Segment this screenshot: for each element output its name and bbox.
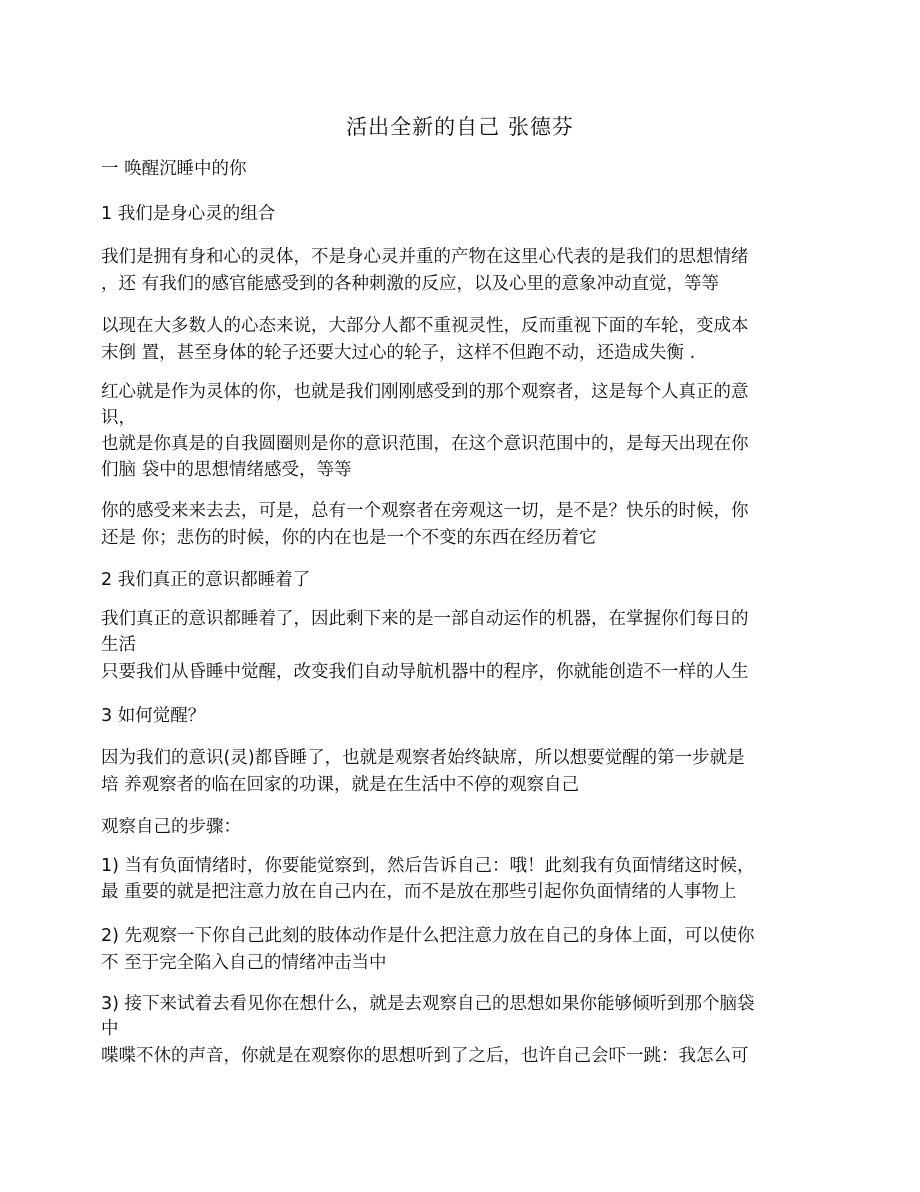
document-title: 活出全新的自己 张德芬 bbox=[346, 115, 574, 139]
subsection-heading: 2 我们真正的意识都睡着了 bbox=[101, 570, 311, 590]
list-item-line: 中 bbox=[101, 1019, 119, 1039]
list-item-line: 1) 当有负面情绪时，你要能觉察到，然后告诉自己：哦！此刻我有负面情绪这时候， bbox=[101, 856, 755, 876]
paragraph-line: 生活 bbox=[101, 635, 136, 655]
list-item-line: 不 至于完全陷入自己的情绪冲击当中 bbox=[101, 953, 387, 973]
list-item-line: 2) 先观察一下你自己此刻的肢体动作是什么把注意力放在自己的身体上面，可以使你 bbox=[101, 926, 755, 946]
paragraph-line: 还是 你；悲伤的时候，你的内在也是一个不变的东西在经历着它 bbox=[101, 528, 597, 548]
paragraph-line: 识， bbox=[101, 408, 136, 428]
list-item-line: 3) 接下来试着去看见你在想什么，就是去观察自己的思想如果你能够倾听到那个脑袋 bbox=[101, 994, 755, 1014]
paragraph-line: 只要我们从昏睡中觉醒，改变我们自动导航机器中的程序，你就能创造不一样的人生 bbox=[101, 662, 749, 682]
paragraph-line: 观察自己的步骤： bbox=[101, 817, 241, 837]
paragraph-line: 我们是拥有身和心的灵体，不是身心灵并重的产物在这里心代表的是我们的思想情绪 bbox=[101, 247, 749, 267]
paragraph-line: 因为我们的意识(灵)都昏睡了，也就是观察者始终缺席，所以想要觉醒的第一步就是 bbox=[101, 748, 745, 768]
list-item-line: 最 重要的就是把注意力放在自己内在，而不是放在那些引起你负面情绪的人事物上 bbox=[101, 882, 737, 902]
paragraph-line: ，还 有我们的感官能感受到的各种刺激的反应，以及心里的意象冲动直觉，等等 bbox=[101, 274, 720, 294]
paragraph-line: 你的感受来来去去，可是，总有一个观察者在旁观这一切，是不是？快乐的时候，你 bbox=[101, 501, 749, 521]
paragraph-line: 红心就是作为灵体的你，也就是我们刚刚感受到的那个观察者，这是每个人真正的意 bbox=[101, 382, 749, 402]
paragraph-line: 也就是你真是的自我圆圈则是你的意识范围，在这个意识范围中的，是每天出现在你 bbox=[101, 434, 749, 454]
list-item-line: 喋喋不休的声音，你就是在观察你的思想听到了之后，也许自己会吓一跳：我怎么可 bbox=[101, 1046, 749, 1066]
paragraph-line: 培 养观察者的临在回家的功课，就是在生活中不停的观察自己 bbox=[101, 775, 580, 795]
paragraph-line: 末倒 置，甚至身体的轮子还要大过心的轮子，这样不但跑不动，还造成失衡 . bbox=[101, 343, 696, 363]
paragraph-line: 以现在大多数人的心态来说，大部分人都不重视灵性，反而重视下面的车轮，变成本 bbox=[101, 316, 749, 336]
paragraph-line: 们脑 袋中的思想情绪感受，等等 bbox=[101, 460, 352, 480]
section-heading: 一 唤醒沉睡中的你 bbox=[101, 159, 247, 179]
paragraph-line: 我们真正的意识都睡着了，因此剩下来的是一部自动运作的机器，在掌握你们每日的 bbox=[101, 609, 749, 629]
subsection-heading: 1 我们是身心灵的组合 bbox=[101, 204, 276, 224]
subsection-heading: 3 如何觉醒？ bbox=[101, 706, 206, 726]
